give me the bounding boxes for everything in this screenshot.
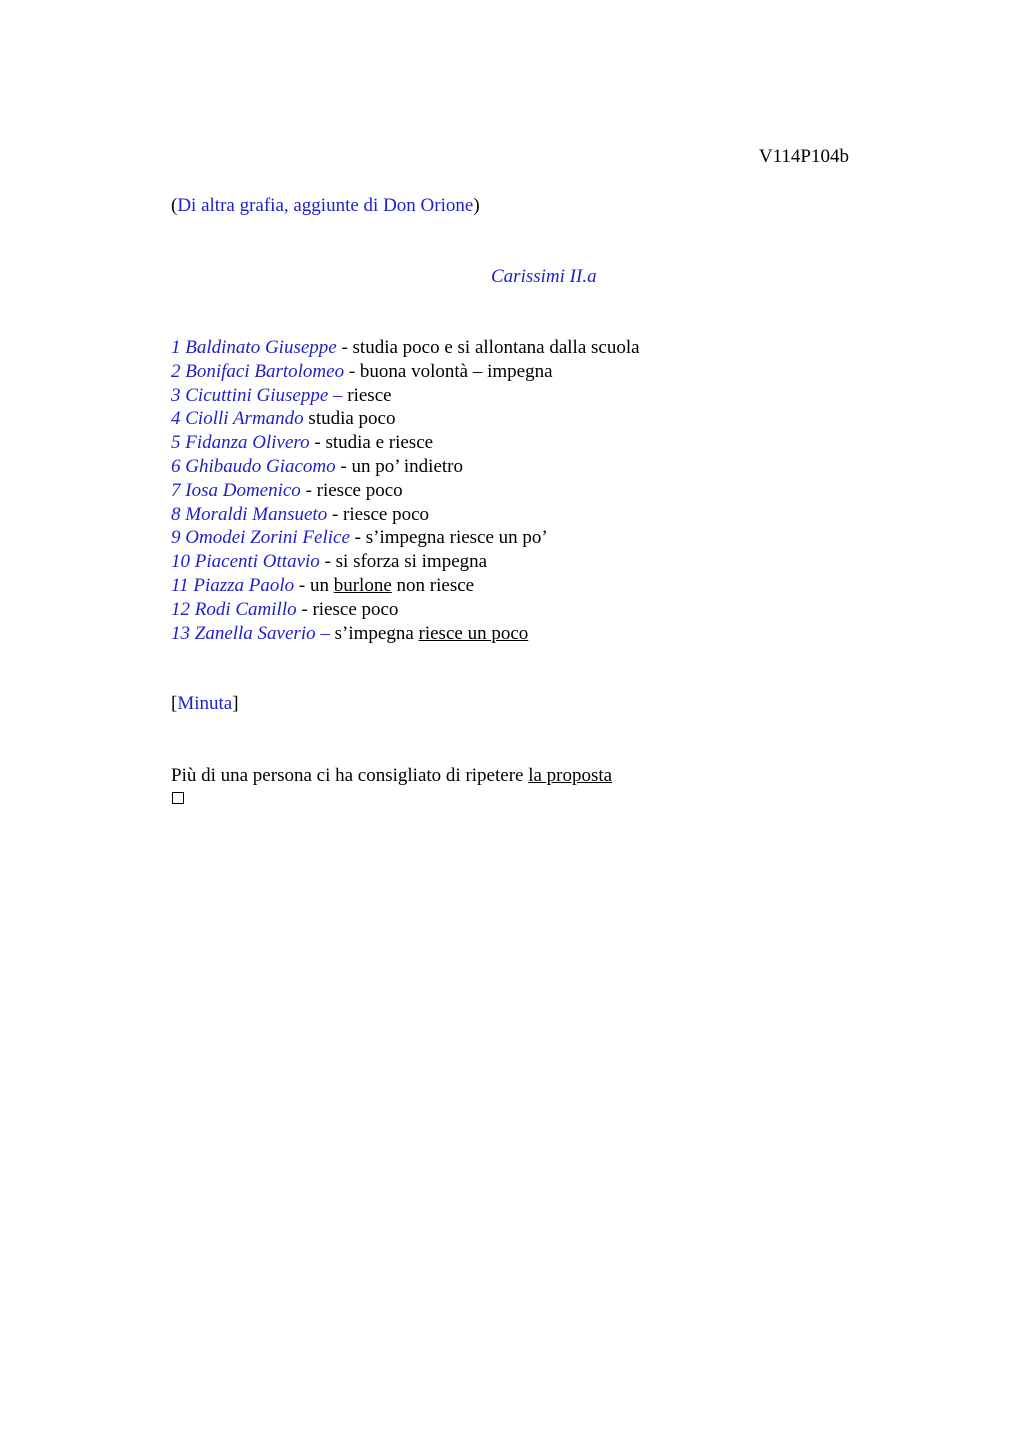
separator: - [309,432,326,454]
separator: - [349,527,366,549]
separator: - [300,479,317,501]
minuta-text: Minuta [177,693,233,714]
student-name: 11 Piazza Paolo [171,574,295,596]
student-name: 9 Omodei Zorini Felice [171,527,350,549]
checkbox-square-icon [172,792,184,804]
student-comment: studia poco e si allontana dalla scuola [352,337,640,358]
separator: - [319,551,336,573]
student-comment: studia e riesce [325,432,434,454]
separator: - [294,574,310,596]
student-name: 10 Piacenti Ottavio [171,551,320,573]
separator: – [315,622,335,644]
minuta-open-bracket: [ [171,693,178,714]
student-comment-pre: s’impegna [334,622,419,644]
student-name: 1 Baldinato Giuseppe [171,337,337,358]
student-name: 6 Ghibaudo Giacomo [171,455,336,477]
student-list [171,336,640,645]
note-open-paren: ( [171,195,178,216]
student-comment-underlined: riesce un poco [418,622,529,644]
student-comment: riesce poco [316,479,403,501]
student-comment: s’impegna riesce un po’ [365,527,548,549]
student-comment-pre: un [309,574,334,596]
student-name: 5 Fidanza Olivero [171,432,310,454]
minuta-heading [171,692,239,716]
student-comment: riesce poco [343,503,430,525]
student-row [171,526,640,550]
note-text: Di altra grafia, aggiunte di Don Orione [177,195,474,216]
student-comment: riesce [347,384,392,406]
student-row [171,574,640,598]
separator: - [335,455,352,477]
student-row [171,336,640,360]
student-comment: studia poco [308,408,396,430]
student-name: 12 Rodi Camillo [171,598,297,620]
student-name: 4 Ciolli Armando [171,408,304,430]
student-comment-underlined: burlone [333,574,392,596]
separator: - [327,503,344,525]
student-comment-post: non riesce [391,574,475,596]
document-code: V114P104b [758,146,849,167]
closing-underlined: la proposta [528,765,613,786]
student-name: 7 Iosa Domenico [171,479,301,501]
closing-sentence [171,764,612,788]
student-row [171,360,640,384]
separator: - [344,360,360,382]
student-name: 2 Bonifaci Bartolomeo [171,360,345,382]
student-name: 8 Moraldi Mansueto [171,503,328,525]
closing-text: Più di una persona ci ha consigliato di ripetere [171,765,529,786]
student-row [171,431,640,455]
student-row [171,598,640,622]
class-title: Carissimi II.a [491,266,597,287]
student-row [171,503,640,527]
student-row [171,455,640,479]
student-name: 3 Cicuttini Giuseppe [171,384,329,406]
student-row [171,622,640,646]
note-close-paren: ) [473,195,480,216]
student-comment: si sforza si impegna [335,551,488,573]
student-name: 13 Zanella Saverio [171,622,316,644]
separator: - [296,598,313,620]
student-comment: buona volontà – impegna [359,360,553,382]
student-row [171,407,640,431]
student-row [171,479,640,503]
student-row [171,550,640,574]
student-comment: un po’ indietro [351,455,463,477]
minuta-close-bracket: ] [232,693,239,714]
separator: – [328,384,348,406]
separator: - [336,337,353,358]
student-comment: riesce poco [312,598,399,620]
student-row [171,384,640,408]
editorial-note [171,194,480,218]
